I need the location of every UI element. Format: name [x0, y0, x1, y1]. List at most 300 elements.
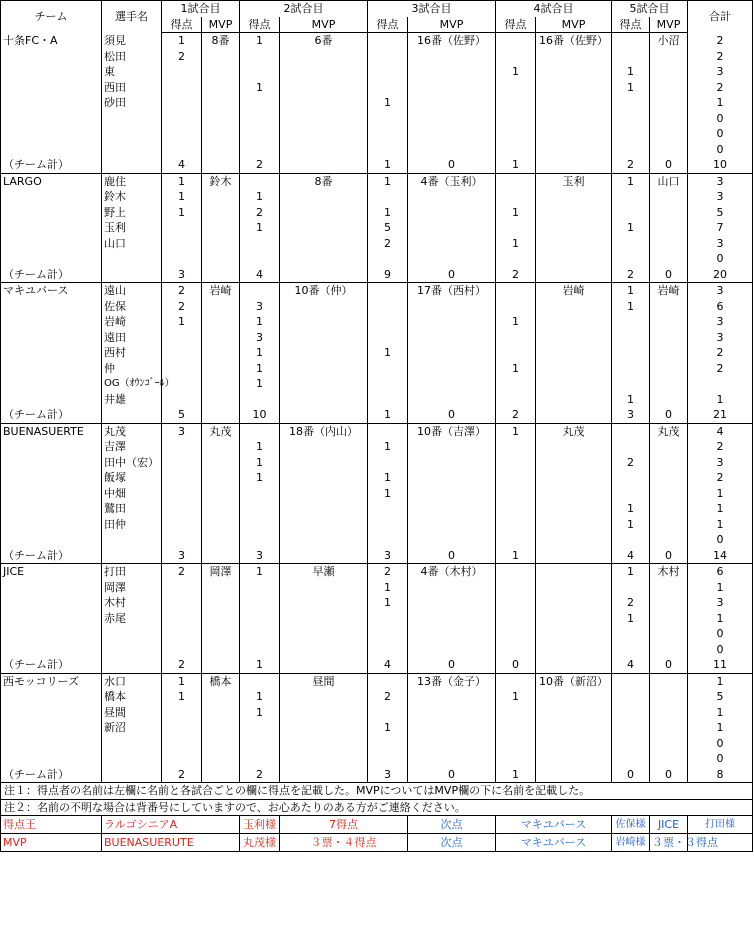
team-total-label: （チーム計）	[1, 767, 102, 783]
header-mvp: MVP	[202, 17, 240, 33]
total-cell: 2	[688, 345, 753, 361]
score-cell	[496, 642, 536, 658]
mvp-cell	[408, 611, 496, 627]
score-cell: 2	[612, 267, 650, 283]
mvp-cell	[202, 189, 240, 205]
score-cell	[368, 455, 408, 471]
mvp-cell	[408, 236, 496, 252]
score-cell	[496, 220, 536, 236]
mvp-cell	[202, 642, 240, 658]
score-cell	[496, 95, 536, 111]
mvp-cell	[280, 142, 368, 158]
score-cell: 1	[612, 392, 650, 408]
team-cell	[1, 626, 102, 642]
mvp-cell: 18番（内山）	[280, 423, 368, 439]
award-cell: 玉利様	[240, 816, 280, 834]
player-name: 砂田	[102, 95, 162, 111]
team-cell	[1, 470, 102, 486]
mvp-cell	[202, 267, 240, 283]
table-row	[1, 392, 753, 408]
score-cell: 3	[240, 548, 280, 564]
player-name: 中畑	[102, 486, 162, 502]
player-name: 鈴木	[102, 189, 162, 205]
mvp-cell: 16番（佐野）	[536, 33, 612, 49]
score-cell	[368, 33, 408, 49]
table-row	[1, 330, 753, 346]
score-cell	[240, 95, 280, 111]
total-cell: 3	[688, 236, 753, 252]
team-cell	[1, 361, 102, 377]
mvp-cell	[202, 595, 240, 611]
mvp-cell	[408, 299, 496, 315]
score-cell	[162, 439, 202, 455]
mvp-cell	[202, 501, 240, 517]
table-row	[1, 142, 753, 158]
header-score: 得点	[162, 17, 202, 33]
mvp-cell	[280, 157, 368, 173]
score-cell: 1	[162, 173, 202, 189]
total-cell: 1	[688, 392, 753, 408]
total-cell: 11	[688, 657, 753, 673]
table-row	[1, 251, 753, 267]
player-name: 須見	[102, 33, 162, 49]
mvp-cell	[280, 611, 368, 627]
player-name	[102, 142, 162, 158]
player-name: 仲	[102, 361, 162, 377]
score-cell	[496, 595, 536, 611]
table-row	[1, 423, 753, 439]
player-name	[102, 251, 162, 267]
score-cell	[496, 751, 536, 767]
total-cell: 2	[688, 470, 753, 486]
player-name: 木村	[102, 595, 162, 611]
mvp-cell: 0	[408, 267, 496, 283]
score-cell	[368, 532, 408, 548]
mvp-cell	[650, 64, 688, 80]
score-cell: 10	[240, 407, 280, 423]
mvp-cell	[650, 751, 688, 767]
mvp-cell: 0	[650, 267, 688, 283]
score-cell	[496, 611, 536, 627]
score-cell: 1	[612, 220, 650, 236]
mvp-cell	[536, 205, 612, 221]
score-cell	[240, 673, 280, 689]
score-cell	[612, 236, 650, 252]
mvp-cell	[408, 330, 496, 346]
table-row	[1, 689, 753, 705]
header-mvp: MVP	[408, 17, 496, 33]
team-cell	[1, 517, 102, 533]
mvp-cell	[202, 657, 240, 673]
mvp-cell	[408, 205, 496, 221]
score-cell	[496, 283, 536, 299]
score-cell: 1	[240, 470, 280, 486]
score-cell: 1	[240, 80, 280, 96]
score-cell: 2	[162, 564, 202, 580]
mvp-cell	[202, 439, 240, 455]
score-cell: 1	[496, 689, 536, 705]
total-cell: 1	[688, 611, 753, 627]
score-cell	[162, 517, 202, 533]
score-cell	[496, 517, 536, 533]
score-cell: 1	[368, 439, 408, 455]
mvp-cell: 岩崎	[202, 283, 240, 299]
total-cell: 0	[688, 642, 753, 658]
mvp-cell	[650, 251, 688, 267]
score-cell	[368, 423, 408, 439]
mvp-cell	[536, 611, 612, 627]
mvp-cell: 山口	[650, 173, 688, 189]
team-cell	[1, 392, 102, 408]
mvp-cell	[202, 689, 240, 705]
player-name: 丸茂	[102, 423, 162, 439]
team-name: 十条FC・A	[1, 33, 102, 49]
mvp-cell	[202, 470, 240, 486]
score-cell	[240, 751, 280, 767]
note-text: 注２：名前の不明な場合は背番号にしていますので、お心あたりのある方がご連絡ください。	[1, 799, 753, 816]
score-cell: 2	[162, 49, 202, 65]
mvp-cell	[536, 517, 612, 533]
mvp-cell	[408, 251, 496, 267]
team-cell	[1, 111, 102, 127]
score-cell	[496, 439, 536, 455]
score-cell	[612, 532, 650, 548]
mvp-cell	[280, 470, 368, 486]
award-cell: 次点	[408, 816, 496, 834]
score-cell: 3	[162, 267, 202, 283]
mvp-cell	[202, 111, 240, 127]
team-total-label: （チーム計）	[1, 548, 102, 564]
team-cell	[1, 189, 102, 205]
player-name	[102, 626, 162, 642]
mvp-cell	[536, 142, 612, 158]
score-cell: 2	[496, 407, 536, 423]
score-cell	[240, 111, 280, 127]
mvp-cell	[280, 595, 368, 611]
mvp-cell	[202, 330, 240, 346]
mvp-cell	[202, 126, 240, 142]
player-name: 鷲田	[102, 501, 162, 517]
mvp-cell: 16番（佐野）	[408, 33, 496, 49]
team-total-label: （チーム計）	[1, 157, 102, 173]
total-cell: 2	[688, 49, 753, 65]
mvp-cell: 10番（吉澤）	[408, 423, 496, 439]
score-cell	[162, 126, 202, 142]
score-cell	[162, 236, 202, 252]
mvp-cell	[408, 439, 496, 455]
mvp-cell	[650, 501, 688, 517]
mvp-cell: 4番（玉利）	[408, 173, 496, 189]
mvp-cell	[650, 330, 688, 346]
mvp-cell: 早瀬	[280, 564, 368, 580]
mvp-cell	[280, 236, 368, 252]
mvp-cell	[536, 720, 612, 736]
mvp-cell	[280, 548, 368, 564]
score-cell	[368, 517, 408, 533]
score-cell: 4	[162, 157, 202, 173]
table-row	[1, 751, 753, 767]
score-cell: 1	[240, 564, 280, 580]
score-cell: 1	[240, 33, 280, 49]
mvp-cell	[280, 376, 368, 392]
mvp-cell	[536, 470, 612, 486]
mvp-cell: 8番	[280, 173, 368, 189]
award-cell: 佐保様	[612, 816, 650, 834]
mvp-cell	[536, 751, 612, 767]
score-cell	[368, 80, 408, 96]
award-cell: MVP	[1, 834, 102, 852]
award-cell: ラルゴシニアA	[102, 816, 240, 834]
team-total-label: （チーム計）	[1, 657, 102, 673]
mvp-cell	[536, 439, 612, 455]
score-cell	[162, 142, 202, 158]
score-cell	[496, 33, 536, 49]
score-cell	[612, 486, 650, 502]
score-cell	[162, 330, 202, 346]
score-cell: 2	[496, 267, 536, 283]
mvp-cell	[408, 595, 496, 611]
mvp-cell	[650, 720, 688, 736]
mvp-cell	[536, 314, 612, 330]
score-cell	[368, 189, 408, 205]
table-row	[1, 189, 753, 205]
table-row	[1, 33, 753, 49]
score-cell	[612, 126, 650, 142]
score-cell: 2	[162, 299, 202, 315]
score-cell	[162, 751, 202, 767]
mvp-cell	[536, 642, 612, 658]
mvp-cell	[280, 517, 368, 533]
score-cell	[368, 142, 408, 158]
team-cell	[1, 532, 102, 548]
table-row	[1, 532, 753, 548]
mvp-cell: 0	[408, 157, 496, 173]
score-cell	[240, 64, 280, 80]
award-cell: ３票・３得点	[650, 834, 688, 852]
mvp-cell	[650, 455, 688, 471]
score-cell	[240, 626, 280, 642]
score-cell: 1	[612, 173, 650, 189]
score-cell: 1	[368, 407, 408, 423]
team-name: マキユバース	[1, 283, 102, 299]
mvp-cell	[202, 705, 240, 721]
score-cell	[240, 532, 280, 548]
note-text: 注１：得点者の名前は左欄に名前と各試合ごとの欄に得点を記載した。MVPについてはMVP欄の下に名前を記載した。	[1, 783, 753, 800]
table-row	[1, 236, 753, 252]
table-row	[1, 314, 753, 330]
player-name	[102, 767, 162, 783]
score-cell	[496, 736, 536, 752]
score-cell	[240, 283, 280, 299]
score-cell	[612, 330, 650, 346]
score-cell	[612, 439, 650, 455]
score-cell	[162, 595, 202, 611]
score-cell: 1	[240, 361, 280, 377]
mvp-cell	[280, 220, 368, 236]
mvp-cell: 丸茂	[650, 423, 688, 439]
score-cell	[368, 736, 408, 752]
score-cell	[240, 720, 280, 736]
score-cell: 4	[368, 657, 408, 673]
award-cell: ３票・４得点	[280, 834, 408, 852]
table-row	[1, 95, 753, 111]
mvp-cell	[536, 64, 612, 80]
mvp-cell	[408, 626, 496, 642]
total-cell: 20	[688, 267, 753, 283]
total-cell: 3	[688, 189, 753, 205]
score-cell	[240, 486, 280, 502]
score-cell: 1	[162, 673, 202, 689]
header-mvp: MVP	[650, 17, 688, 33]
mvp-cell: 0	[408, 657, 496, 673]
mvp-cell	[536, 189, 612, 205]
table-row	[1, 736, 753, 752]
team-cell	[1, 49, 102, 65]
mvp-cell	[202, 49, 240, 65]
table-row	[1, 111, 753, 127]
mvp-cell	[408, 455, 496, 471]
score-cell: 3	[240, 330, 280, 346]
team-cell	[1, 236, 102, 252]
mvp-cell	[202, 142, 240, 158]
score-cell	[162, 720, 202, 736]
header-score: 得点	[612, 17, 650, 33]
mvp-cell	[650, 205, 688, 221]
table-row	[1, 470, 753, 486]
mvp-cell	[408, 470, 496, 486]
mvp-cell: 鈴木	[202, 173, 240, 189]
score-cell	[496, 720, 536, 736]
mvp-cell	[650, 705, 688, 721]
mvp-cell	[202, 736, 240, 752]
score-cell: 3	[368, 767, 408, 783]
score-cell: 1	[368, 486, 408, 502]
mvp-cell: 4番（木村）	[408, 564, 496, 580]
score-cell: 1	[496, 157, 536, 173]
score-cell	[162, 251, 202, 267]
mvp-cell: 丸茂	[202, 423, 240, 439]
table-row	[1, 205, 753, 221]
score-cell: 2	[162, 657, 202, 673]
mvp-cell	[650, 314, 688, 330]
table-row	[1, 173, 753, 189]
total-cell: 1	[688, 486, 753, 502]
mvp-cell	[536, 455, 612, 471]
mvp-cell	[280, 80, 368, 96]
mvp-cell	[650, 361, 688, 377]
score-cell	[240, 595, 280, 611]
score-cell	[368, 626, 408, 642]
score-cell	[496, 470, 536, 486]
mvp-cell: 岩崎	[650, 283, 688, 299]
score-cell	[612, 142, 650, 158]
table-row	[1, 720, 753, 736]
player-name: 打田	[102, 564, 162, 580]
table-row	[1, 626, 753, 642]
score-cell	[496, 705, 536, 721]
score-cell: 2	[368, 236, 408, 252]
score-cell	[240, 236, 280, 252]
mvp-cell	[280, 736, 368, 752]
total-cell: 21	[688, 407, 753, 423]
score-cell: 1	[240, 314, 280, 330]
mvp-cell	[202, 345, 240, 361]
player-name	[102, 532, 162, 548]
score-cell: 3	[368, 548, 408, 564]
mvp-cell	[408, 376, 496, 392]
mvp-cell	[650, 95, 688, 111]
total-cell: 3	[688, 455, 753, 471]
mvp-cell	[202, 95, 240, 111]
mvp-cell	[202, 80, 240, 96]
mvp-cell	[408, 517, 496, 533]
mvp-cell	[650, 111, 688, 127]
header-mvp: MVP	[280, 17, 368, 33]
mvp-cell: 0	[650, 767, 688, 783]
score-cell	[240, 501, 280, 517]
header-score: 得点	[368, 17, 408, 33]
mvp-cell	[280, 486, 368, 502]
score-cell: 1	[240, 657, 280, 673]
award-cell: マキユバース	[496, 816, 612, 834]
score-cell: 1	[368, 720, 408, 736]
score-cell	[240, 423, 280, 439]
score-cell	[240, 580, 280, 596]
score-cell: 1	[368, 173, 408, 189]
score-cell	[240, 642, 280, 658]
total-cell: 2	[688, 80, 753, 96]
total-cell: 0	[688, 751, 753, 767]
score-cell	[496, 345, 536, 361]
score-cell	[612, 689, 650, 705]
score-cell	[496, 455, 536, 471]
mvp-cell: 0	[650, 407, 688, 423]
score-cell	[496, 142, 536, 158]
mvp-cell	[280, 705, 368, 721]
mvp-cell	[202, 314, 240, 330]
total-cell: 14	[688, 548, 753, 564]
total-cell: 5	[688, 205, 753, 221]
mvp-cell	[280, 330, 368, 346]
score-cell	[612, 95, 650, 111]
player-name: 赤尾	[102, 611, 162, 627]
mvp-cell	[650, 626, 688, 642]
mvp-cell	[280, 205, 368, 221]
mvp-cell	[650, 189, 688, 205]
score-cell: 1	[612, 611, 650, 627]
score-cell	[240, 611, 280, 627]
score-cell: 1	[496, 423, 536, 439]
score-cell	[162, 345, 202, 361]
score-cell: 1	[240, 345, 280, 361]
team-cell	[1, 376, 102, 392]
score-cell: 5	[368, 220, 408, 236]
total-cell: 0	[688, 142, 753, 158]
score-cell	[368, 283, 408, 299]
score-cell	[612, 345, 650, 361]
score-cell	[368, 501, 408, 517]
mvp-cell	[408, 64, 496, 80]
score-cell: 1	[368, 345, 408, 361]
score-cell	[496, 564, 536, 580]
score-cell	[612, 376, 650, 392]
mvp-cell	[408, 736, 496, 752]
award-cell: BUENASUERUTE	[102, 834, 240, 852]
team-cell	[1, 64, 102, 80]
team-cell	[1, 205, 102, 221]
total-cell: 1	[688, 673, 753, 689]
table-row	[1, 564, 753, 580]
